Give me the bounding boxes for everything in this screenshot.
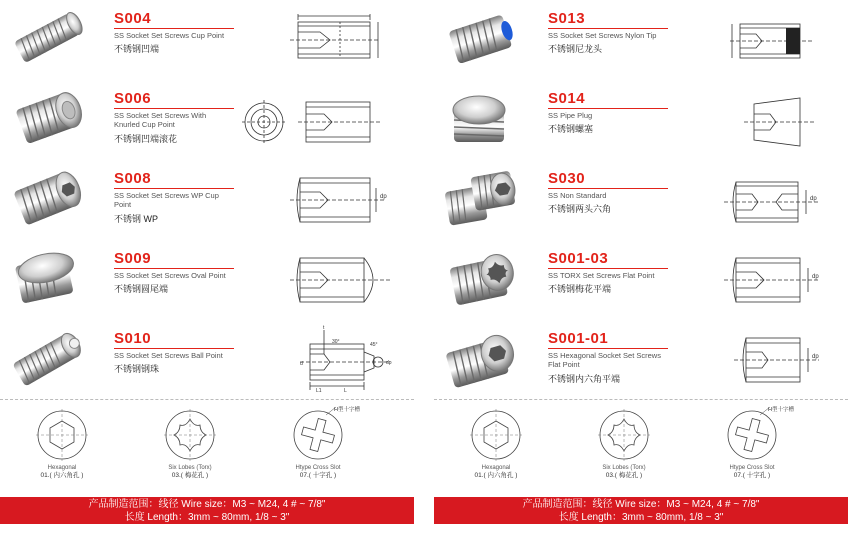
- product-card-s001-01[interactable]: [434, 320, 848, 398]
- technical-drawing: [240, 324, 410, 394]
- product-photo: [438, 6, 524, 70]
- product-photo: [4, 166, 90, 230]
- product-card-s010[interactable]: [0, 320, 414, 398]
- dim-label: t: [323, 325, 325, 331]
- product-english-name: SS Socket Set Screws Cup Point: [114, 31, 225, 40]
- dim-label: 45°: [370, 342, 378, 348]
- product-code: S001-03: [548, 250, 609, 267]
- title-underline: [548, 108, 668, 109]
- hex-socket-icon: [466, 405, 526, 465]
- dim-label: dp: [810, 196, 817, 202]
- drive-type-hexagonal: [22, 405, 102, 490]
- product-photo: [438, 166, 524, 230]
- product-english-name: SS TORX Set Screws Flat Point: [548, 271, 655, 280]
- product-english-name: SS Socket Set Screws Ball Point: [114, 351, 223, 360]
- technical-drawing: [674, 164, 844, 234]
- product-chinese-name: 不锈钢 WP: [114, 214, 158, 224]
- product-chinese-name: 不锈钢圆尾端: [114, 284, 169, 294]
- product-card-s006[interactable]: [0, 80, 414, 158]
- product-chinese-name: 不锈钢两头六角: [548, 204, 612, 214]
- spec-banner: [434, 497, 848, 524]
- product-code: S010: [114, 330, 152, 347]
- product-english-name: SS Pipe Plug: [548, 111, 593, 120]
- technical-drawing: [674, 244, 844, 314]
- product-code: S001-01: [548, 330, 609, 347]
- banner-wire-size: 产品制造范围：线径 Wire size：M3 ~ M24, 4 # ~ 7/8": [88, 499, 326, 510]
- technical-drawing: [674, 4, 844, 74]
- torx-icon: [594, 405, 654, 465]
- product-card-s014[interactable]: [434, 80, 848, 158]
- cross-slot-icon: [288, 405, 348, 465]
- dim-label: dp: [812, 354, 819, 360]
- product-chinese-name: 不锈钢螺塞: [548, 124, 594, 134]
- product-english-name: SS Socket Set Screws Oval Point: [114, 271, 226, 280]
- product-card-s008[interactable]: [0, 160, 414, 238]
- drive-type-torx: [584, 405, 664, 490]
- title-underline: [114, 108, 234, 109]
- spec-banner: [0, 497, 414, 524]
- title-underline: [114, 188, 234, 189]
- dim-label: L1: [316, 388, 322, 394]
- banner-length: 长度 Length：3mm ~ 80mm, 1/8 ~ 3": [124, 512, 290, 523]
- product-code: S009: [114, 250, 152, 267]
- product-english-name: SS Socket Set Screws With Knurled Cup Point: [114, 111, 207, 129]
- drive-chinese-name: 03.( 梅花孔 ): [171, 472, 209, 479]
- product-english-name: SS Hexagonal Socket Set Screws Flat Point: [548, 351, 661, 369]
- product-code: S014: [548, 90, 586, 107]
- drive-english-name: Htype Cross Slot: [729, 465, 775, 471]
- technical-drawing: [240, 84, 410, 154]
- dim-label: dp: [386, 360, 392, 366]
- cross-slot-icon: [722, 405, 782, 465]
- product-photo: [4, 6, 90, 70]
- title-underline: [548, 28, 668, 29]
- product-english-name: SS Socket Set Screws WP Cup Point: [114, 191, 219, 209]
- product-code: S006: [114, 90, 152, 107]
- product-photo: [438, 86, 524, 150]
- product-card-s001-03[interactable]: [434, 240, 848, 318]
- right-catalog-panel: [434, 0, 848, 536]
- product-chinese-name: 不锈钢内六角平端: [548, 374, 621, 384]
- dim-label: 30°: [332, 339, 340, 345]
- section-divider: [0, 399, 414, 400]
- drive-chinese-name: 01.( 内六角孔 ): [40, 472, 84, 479]
- drive-english-name: Six Lobes (Torx): [602, 465, 646, 471]
- dim-label: dp: [812, 274, 819, 280]
- product-english-name: SS Socket Set Screws Nylon Tip: [548, 31, 657, 40]
- drive-chinese-name: 01.( 内六角孔 ): [474, 472, 518, 479]
- product-chinese-name: 不锈钢尼龙头: [548, 44, 603, 54]
- section-divider: [434, 399, 848, 400]
- product-chinese-name: 不锈钢凹端: [114, 44, 160, 54]
- product-card-s009[interactable]: [0, 240, 414, 318]
- drive-english-name: Hexagonal: [481, 465, 511, 471]
- product-code: S013: [548, 10, 586, 27]
- product-english-name: SS Non Standard: [548, 191, 607, 200]
- product-card-s004[interactable]: [0, 0, 414, 78]
- torx-icon: [160, 405, 220, 465]
- banner-wire-size: 产品制造范围：线径 Wire size：M3 ~ M24, 4 # ~ 7/8": [522, 499, 760, 510]
- product-code: S030: [548, 170, 586, 187]
- drive-type-cross-slot: [712, 405, 792, 490]
- product-card-s013[interactable]: [434, 0, 848, 78]
- product-code: S008: [114, 170, 152, 187]
- drive-english-name: Six Lobes (Torx): [168, 465, 212, 471]
- technical-drawing: [674, 84, 844, 154]
- title-underline: [114, 348, 234, 349]
- drive-type-cross-slot: [278, 405, 358, 490]
- technical-drawing: [674, 324, 844, 394]
- drive-english-name: Hexagonal: [47, 465, 77, 471]
- technical-drawing: [240, 244, 410, 314]
- technical-drawing: [240, 164, 410, 234]
- product-photo: [4, 326, 90, 390]
- technical-drawing: [240, 4, 410, 74]
- h-type-tag: H型十字槽: [768, 407, 794, 413]
- title-underline: [548, 188, 668, 189]
- h-type-tag: H型十字槽: [334, 407, 360, 413]
- product-photo: [4, 86, 90, 150]
- banner-length: 长度 Length：3mm ~ 80mm, 1/8 ~ 3": [558, 512, 724, 523]
- product-card-s030[interactable]: [434, 160, 848, 238]
- title-underline: [548, 268, 668, 269]
- dim-label: L: [344, 388, 347, 394]
- drive-english-name: Htype Cross Slot: [295, 465, 341, 471]
- hex-socket-icon: [32, 405, 92, 465]
- drive-type-hexagonal: [456, 405, 536, 490]
- dim-label: dp: [380, 194, 387, 200]
- title-underline: [114, 28, 234, 29]
- drive-chinese-name: 07.( 十字孔 ): [733, 472, 771, 479]
- drive-chinese-name: 07.( 十字孔 ): [299, 472, 337, 479]
- drive-chinese-name: 03.( 梅花孔 ): [605, 472, 643, 479]
- drive-type-torx: [150, 405, 230, 490]
- title-underline: [548, 348, 668, 349]
- product-chinese-name: 不锈钢凹端滚花: [114, 134, 178, 144]
- product-chinese-name: 不锈钢钢珠: [114, 364, 160, 374]
- product-photo: [438, 246, 524, 310]
- product-code: S004: [114, 10, 152, 27]
- dim-label: d: [300, 361, 303, 367]
- product-photo: [438, 326, 524, 390]
- product-chinese-name: 不锈钢梅花平端: [548, 284, 612, 294]
- title-underline: [114, 268, 234, 269]
- product-photo: [4, 246, 90, 310]
- left-catalog-panel: [0, 0, 414, 536]
